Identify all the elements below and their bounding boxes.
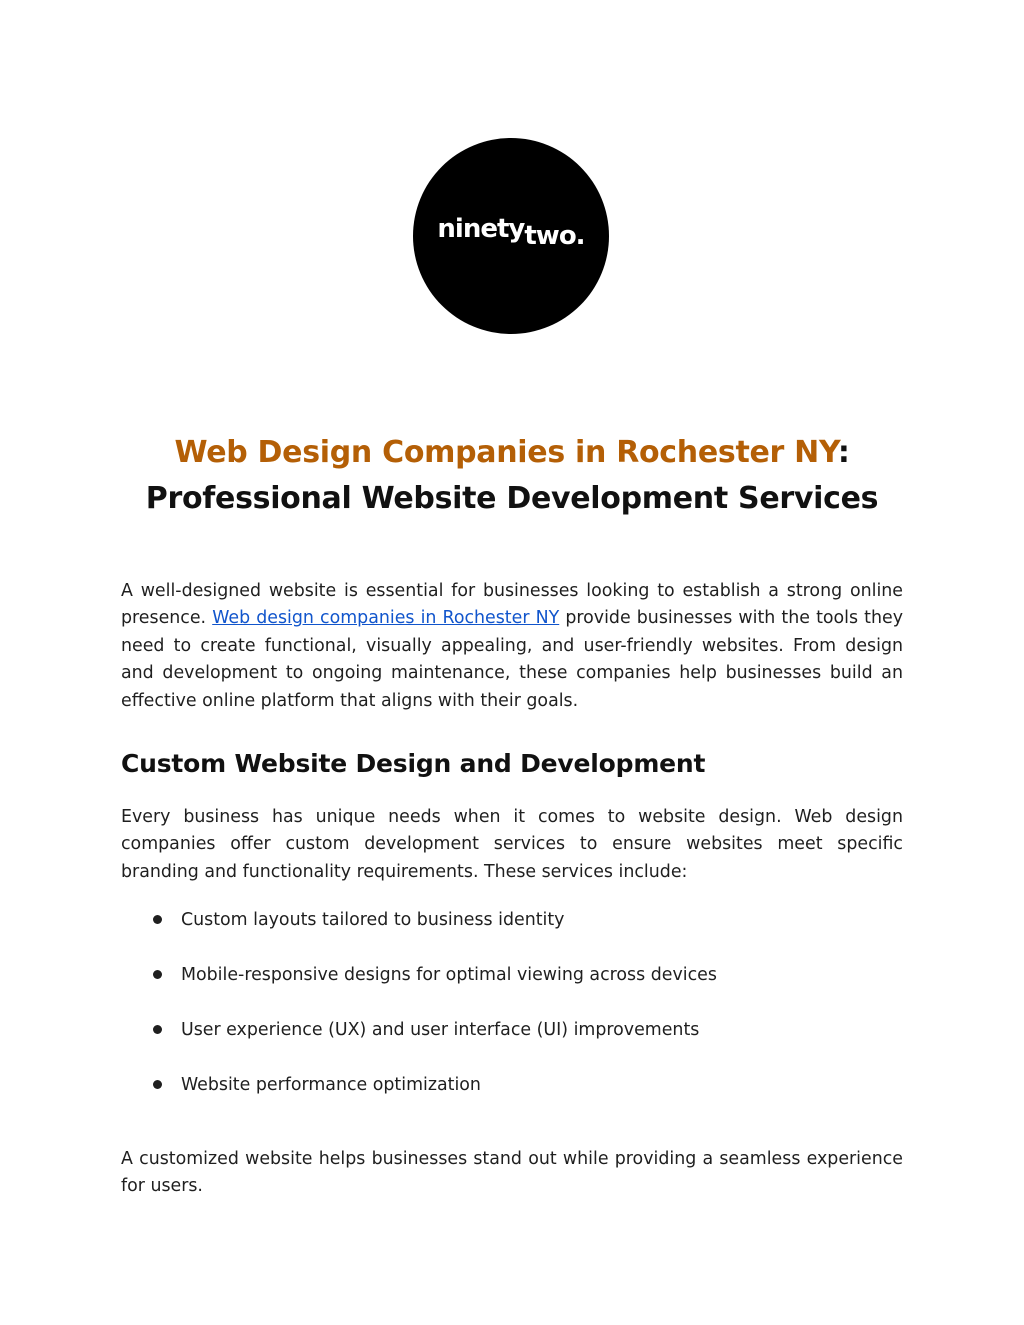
bullet-icon xyxy=(153,915,162,924)
ninetytwo-logo xyxy=(413,138,609,334)
section-paragraph: Every business has unique needs when it comes to website design. Web design companies offer custom development services to ensure websites meet specific branding and functionality requirements. These services include: xyxy=(121,807,903,882)
bullet-icon xyxy=(153,970,162,979)
list-item xyxy=(121,1015,903,1070)
list-item-text: Mobile-responsive designs for optimal viewing across devices xyxy=(181,965,717,985)
rochester-web-design-link[interactable]: Web design companies in Rochester NY xyxy=(212,608,560,629)
bullet-icon xyxy=(153,1025,162,1034)
list-item xyxy=(121,960,903,1015)
logo-word-two: two. xyxy=(524,221,585,251)
intro-text-start: A well-designed website is essential for businesses looking to establish a strong online presence. xyxy=(121,581,903,629)
closing-paragraph: A customized website helps businesses stand out while providing a seamless experience for users. xyxy=(121,1149,903,1197)
list-item xyxy=(121,905,903,960)
bullet-icon xyxy=(153,1080,162,1089)
logo-word-ninety: ninety xyxy=(437,214,525,244)
title-subtitle: Professional Website Development Services xyxy=(145,481,879,516)
list-item xyxy=(121,1070,903,1125)
intro-text-end: provide businesses with the tools they need to create functional, visually appealing, and user-friendly websites. From design and development to ongoing maintenance, these companies help businesses build an effective online platform that aligns with their goals. xyxy=(121,608,903,711)
services-list xyxy=(121,905,903,1125)
title-accent: Web Design Companies in Rochester NY xyxy=(174,435,838,470)
list-item-text: Custom layouts tailored to business identity xyxy=(181,910,565,930)
list-item-text: Website performance optimization xyxy=(181,1075,481,1095)
list-item-text: User experience (UX) and user interface (UI) improvements xyxy=(181,1020,700,1040)
intro-paragraph xyxy=(121,578,903,715)
section-heading: Custom Website Design and Development xyxy=(121,749,706,778)
page-title xyxy=(100,430,924,522)
logo-wordmark xyxy=(413,214,609,251)
title-colon: : xyxy=(837,435,850,470)
